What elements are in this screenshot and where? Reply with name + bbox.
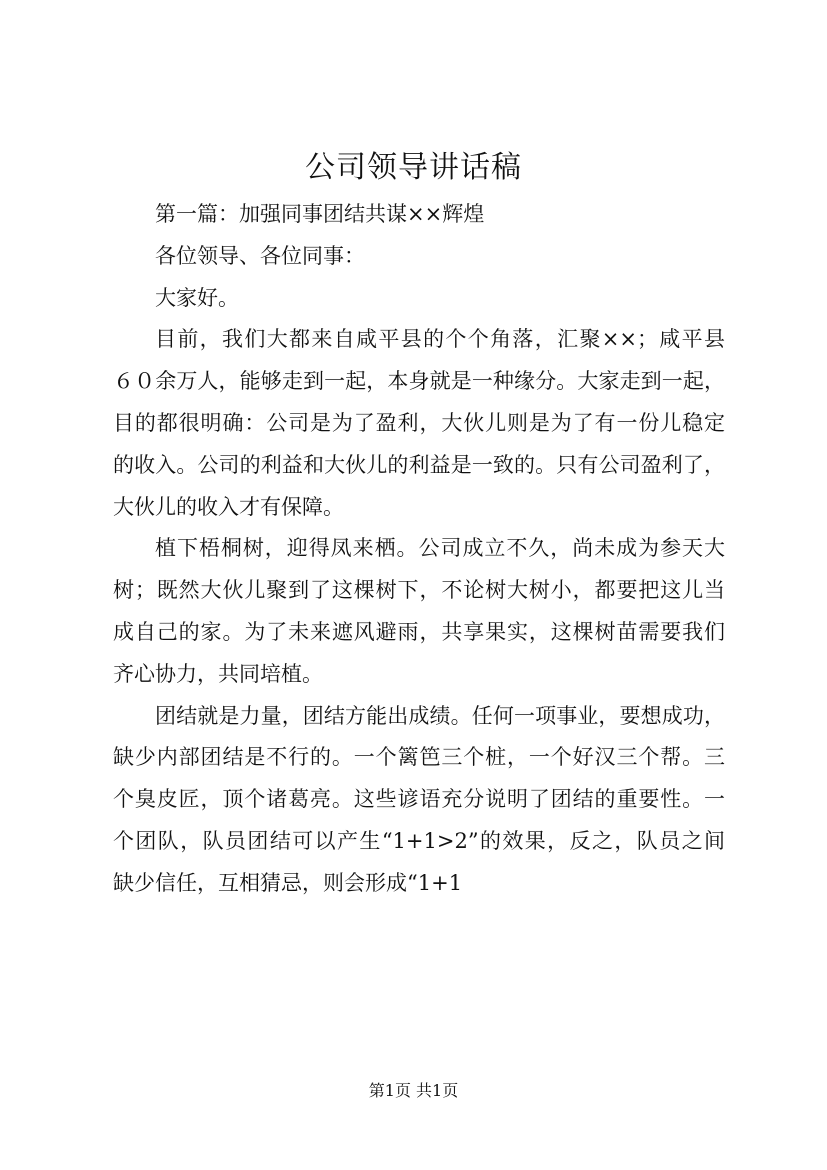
body-line: 个臭皮匠，顶个诸葛亮。这些谚语充分说明了团结的重要性。一 xyxy=(113,787,725,812)
body-line: ６０余万人，能够走到一起，本身就是一种缘分。大家走到一起， xyxy=(113,369,725,394)
body-line: 成自己的家。为了未来遮风避雨，共享果实，这棵树苗需要我们 xyxy=(113,619,725,644)
body-line: 第一篇：加强同事团结共谋××辉煌 xyxy=(155,202,485,226)
document-title: 公司领导讲话稿 xyxy=(305,150,522,185)
body-line: 团结就是力量，团结方能出成绩。任何一项事业，要想成功， xyxy=(155,703,725,728)
body-line: 目的都很明确：公司是为了盈利，大伙儿则是为了有一份儿稳定 xyxy=(113,410,725,435)
body-line: 缺少信任，互相猜忌，则会形成“1+1 xyxy=(113,870,463,895)
body-line: 植下梧桐树，迎得凤来栖。公司成立不久，尚未成为参天大 xyxy=(155,536,725,561)
body-line: 目前，我们大都来自咸平县的个个角落，汇聚××；咸平县 xyxy=(155,327,725,352)
body-line: 的收入。公司的利益和大伙儿的利益是一致的。只有公司盈利了， xyxy=(113,452,725,477)
body-line: 缺少内部团结是不行的。一个篱笆三个桩，一个好汉三个帮。三 xyxy=(113,745,725,770)
page-footer: 第1页 共1页 xyxy=(368,1081,459,1100)
body-line: 各位领导、各位同事： xyxy=(155,243,365,268)
body-line: 树；既然大伙儿聚到了这棵树下，不论树大树小，都要把这儿当 xyxy=(113,578,725,603)
body-line: 齐心协力，共同培植。 xyxy=(113,661,323,686)
document-body xyxy=(113,194,725,905)
body-line: 大伙儿的收入才有保障。 xyxy=(113,494,344,519)
body-line: 大家好。 xyxy=(155,285,239,310)
body-line: 个团队，队员团结可以产生“1+1>2”的效果，反之，队员之间 xyxy=(113,828,725,853)
